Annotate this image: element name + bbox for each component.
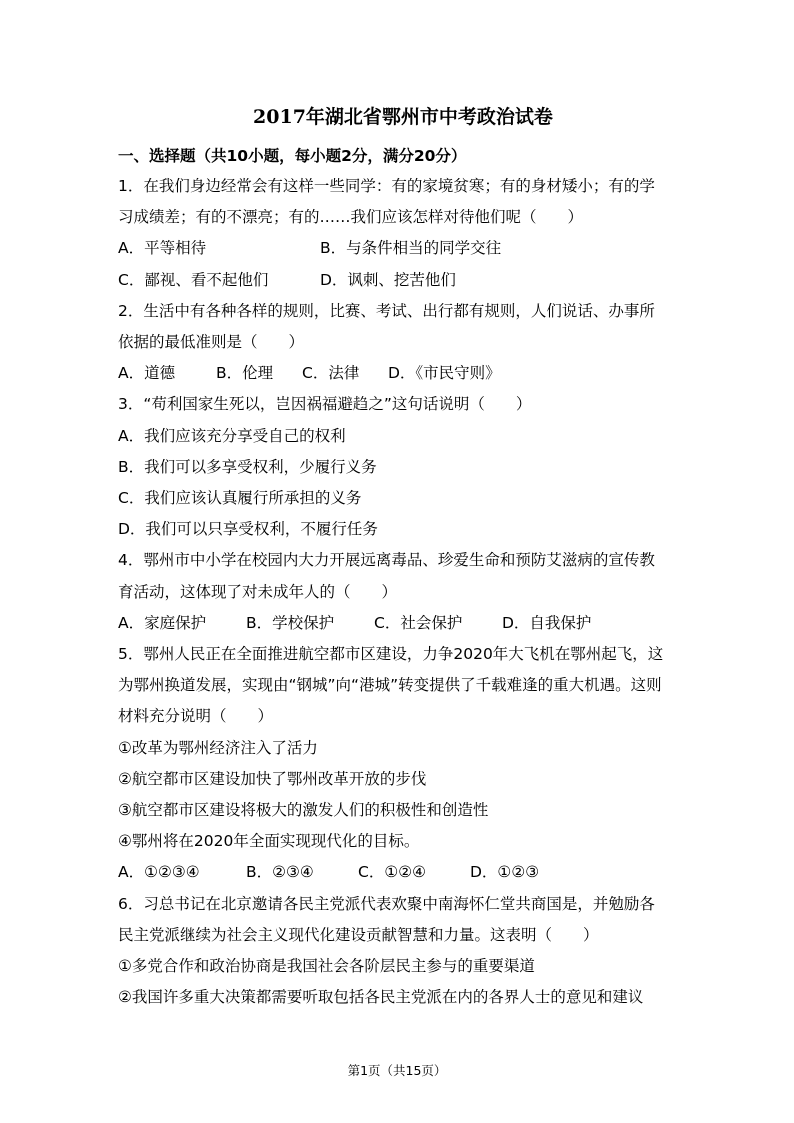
- option-c: C．①②④: [358, 863, 427, 882]
- option-d: D．讽刺、挖苦他们: [320, 270, 456, 289]
- option-b: B．学校保护: [246, 613, 335, 632]
- option-d: D．自我保护: [502, 613, 592, 632]
- option-a: A．家庭保护: [118, 613, 207, 632]
- question-5-line-1: 5．鄂州人民正在全面推进航空都市区建设，力争2020年大飞机在鄂州起飞，这: [118, 645, 664, 664]
- question-1-line-2: 习成绩差；有的不漂亮；有的……我们应该怎样对待他们呢（ ）: [118, 208, 584, 227]
- question-5-statement-4: ④鄂州将在2020年全面实现现代化的目标。: [118, 832, 420, 851]
- question-1-options-row-2: [118, 265, 688, 296]
- question-5-statement-3: ③航空都市区建设将极大的激发人们的积极性和创造性: [118, 801, 489, 820]
- exam-title: 2017年湖北省鄂州市中考政治试卷: [253, 106, 553, 128]
- question-5-line-3: 材料充分说明（ ）: [118, 707, 274, 726]
- question-5-statement-2: ②航空都市区建设加快了鄂州改革开放的步伐: [118, 769, 427, 788]
- question-3-option-c: C．我们应该认真履行所承担的义务: [118, 489, 362, 508]
- question-6-line-2: 民主党派继续为社会主义现代化建设贡献智慧和力量。这表明（ ）: [118, 925, 599, 944]
- option-c: C．鄙视、看不起他们: [118, 270, 269, 289]
- question-5-options: [118, 857, 688, 888]
- question-5-line-2: 为鄂州换道发展，实现由“钢城”向“港城”转变提供了千载难逢的重大机遇。这则: [118, 676, 662, 695]
- page-footer: 第1页（共15页）: [347, 1063, 447, 1078]
- question-2-line-1: 2．生活中有各种各样的规则，比赛、考试、出行都有规则，人们说话、办事所: [118, 301, 655, 320]
- option-a: A．①②③④: [118, 863, 200, 882]
- question-1-line-1: 1．在我们身边经常会有这样一些同学：有的家境贫寒；有的身材矮小；有的学: [118, 177, 655, 195]
- option-d: D．《市民守则》: [388, 364, 501, 383]
- question-3-option-a: A．我们应该充分享受自己的权利: [118, 426, 346, 445]
- question-3-option-d: D．我们可以只享受权利，不履行任务: [118, 520, 378, 539]
- question-6-statement-1: ①多党合作和政治协商是我国社会各阶层民主参与的重要渠道: [118, 957, 535, 976]
- option-b: B．②③④: [246, 863, 314, 882]
- option-c: C．社会保护: [374, 613, 463, 632]
- question-4-line-2: 育活动，这体现了对未成年人的（ ）: [118, 582, 398, 601]
- option-c: C．法律: [302, 364, 360, 383]
- option-b: B．与条件相当的同学交往: [320, 239, 502, 258]
- question-4-line-1: 4．鄂州市中小学在校园内大力开展远离毒品、珍爱生命和预防艾滋病的宣传教: [118, 551, 655, 570]
- option-b: B．伦理: [216, 364, 274, 383]
- question-3-option-b: B．我们可以多享受权利，少履行义务: [118, 457, 377, 476]
- option-d: D．①②③: [470, 863, 540, 882]
- question-2-options: [118, 358, 688, 389]
- question-5-statement-1: ①改革为鄂州经济注入了活力: [118, 738, 318, 757]
- question-3-line-1: 3．“苟利国家生死以，岂因祸福避趋之”这句话说明（ ）: [118, 395, 532, 414]
- question-1-options-row-1: [118, 233, 688, 264]
- option-a: A．平等相待: [118, 239, 207, 258]
- section-heading: 一、选择题（共10小题，每小题2分，满分20分）: [118, 147, 467, 165]
- question-2-line-2: 依据的最低准则是（ ）: [118, 333, 305, 352]
- question-6-statement-2: ②我国许多重大决策都需要听取包括各民主党派在内的各界人士的意见和建议: [118, 988, 644, 1007]
- question-4-options: [118, 608, 688, 639]
- question-6-line-1: 6．习总书记在北京邀请各民主党派代表欢聚中南海怀仁堂共商国是，并勉励各: [118, 894, 655, 913]
- option-a: A．道德: [118, 364, 176, 383]
